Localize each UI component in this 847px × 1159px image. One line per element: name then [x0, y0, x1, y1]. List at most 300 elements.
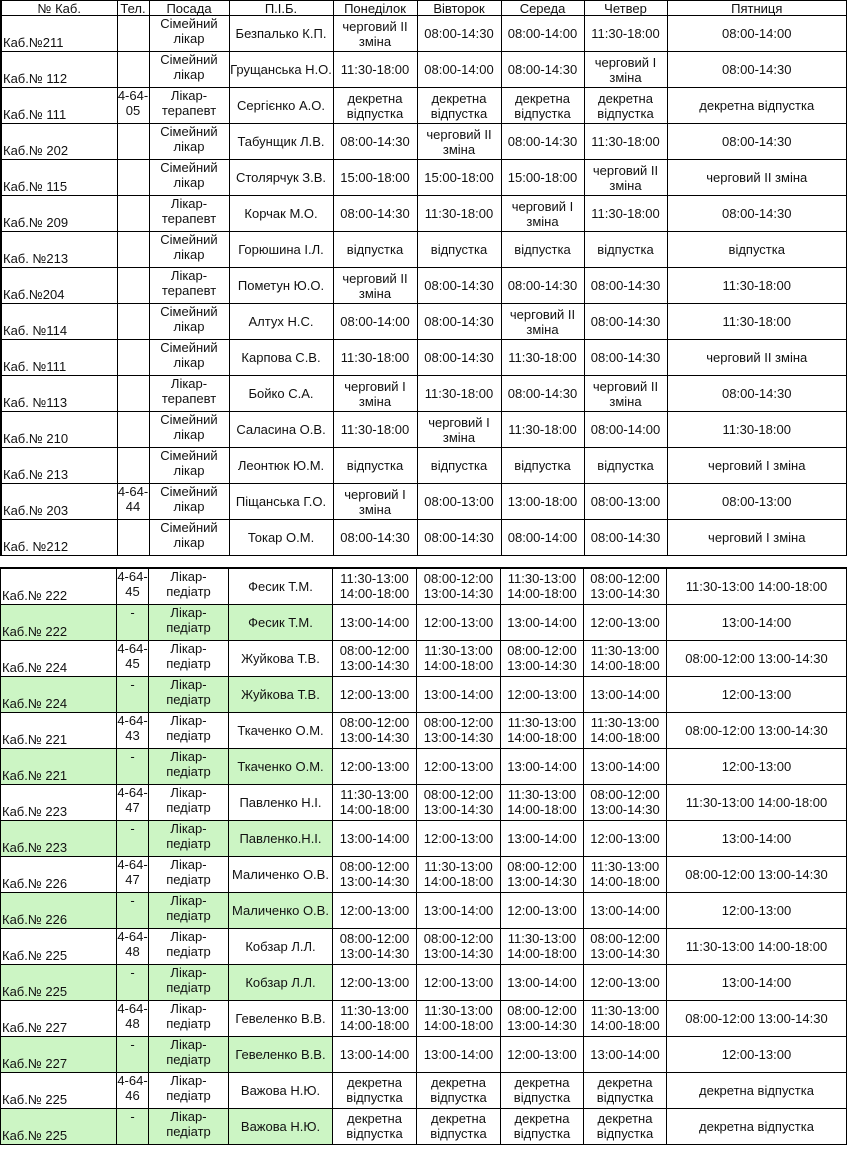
wednesday-cell: 11:30-13:00 14:00-18:00	[501, 784, 584, 820]
cabinet-cell: Каб.№204	[1, 268, 117, 304]
position-cell: Лікар-педіатр	[149, 1108, 229, 1144]
cabinet-cell: Каб.№ 226	[1, 892, 117, 928]
cabinet-cell: Каб. №113	[1, 376, 117, 412]
position-cell: Лікар-педіатр	[149, 784, 229, 820]
monday-cell: 13:00-14:00	[333, 604, 417, 640]
position-cell: Лікар-педіатр	[149, 820, 229, 856]
thursday-cell: 08:00-12:00 13:00-14:30	[584, 568, 667, 604]
wednesday-cell: декретна відпустка	[501, 1072, 584, 1108]
table-header-row	[1, 1, 847, 16]
doctor-name-cell: Гевеленко В.В.	[229, 1000, 333, 1036]
friday-cell: декретна відпустка	[667, 1108, 847, 1144]
tuesday-cell: відпустка	[417, 232, 501, 268]
position-cell: Сімейний лікар	[149, 52, 229, 88]
thursday-cell: 11:30-18:00	[584, 196, 667, 232]
phone-cell: 4-64-46	[117, 1072, 149, 1108]
table-row	[1, 484, 847, 520]
thursday-cell: черговий II зміна	[584, 160, 667, 196]
position-cell: Лікар-педіатр	[149, 892, 229, 928]
tuesday-cell: декретна відпустка	[417, 1072, 501, 1108]
wednesday-cell: черговий I зміна	[501, 196, 584, 232]
monday-cell: декретна відпустка	[333, 88, 417, 124]
position-cell: Сімейний лікар	[149, 484, 229, 520]
tuesday-cell: 08:00-14:30	[417, 304, 501, 340]
table-row	[1, 1108, 847, 1144]
friday-cell: 12:00-13:00	[667, 676, 847, 712]
doctor-name-cell: Піщанська Г.О.	[229, 484, 333, 520]
wednesday-cell: 08:00-12:00 13:00-14:30	[501, 640, 584, 676]
friday-cell: 08:00-14:30	[667, 376, 847, 412]
doctor-name-cell: Пометун Ю.О.	[229, 268, 333, 304]
tuesday-cell: 08:00-12:00 13:00-14:30	[417, 784, 501, 820]
header-monday: Понеділок	[333, 1, 417, 16]
phone-cell	[117, 232, 149, 268]
cabinet-cell: Каб.№ 115	[1, 160, 117, 196]
position-cell: Сімейний лікар	[149, 520, 229, 556]
header-tuesday: Вівторок	[417, 1, 501, 16]
friday-cell: 08:00-12:00 13:00-14:30	[667, 712, 847, 748]
monday-cell: 08:00-14:00	[333, 304, 417, 340]
phone-cell	[117, 304, 149, 340]
position-cell: Лікар-педіатр	[149, 712, 229, 748]
thursday-cell: 08:00-14:00	[584, 412, 667, 448]
thursday-cell: 11:30-13:00 14:00-18:00	[584, 712, 667, 748]
cabinet-cell: Каб.№ 225	[1, 964, 117, 1000]
doctor-name-cell: Столярчук З.В.	[229, 160, 333, 196]
friday-cell: 12:00-13:00	[667, 748, 847, 784]
thursday-cell: відпустка	[584, 232, 667, 268]
friday-cell: 13:00-14:00	[667, 604, 847, 640]
cabinet-cell: Каб.№ 225	[1, 1072, 117, 1108]
friday-cell: 08:00-14:30	[667, 196, 847, 232]
monday-cell: 08:00-12:00 13:00-14:30	[333, 712, 417, 748]
doctor-name-cell: Токар О.М.	[229, 520, 333, 556]
cabinet-cell: Каб.№ 111	[1, 88, 117, 124]
monday-cell: черговий I зміна	[333, 376, 417, 412]
thursday-cell: відпустка	[584, 448, 667, 484]
thursday-cell: 08:00-14:30	[584, 520, 667, 556]
wednesday-cell: 12:00-13:00	[501, 676, 584, 712]
position-cell: Сімейний лікар	[149, 232, 229, 268]
tuesday-cell: черговий I зміна	[417, 412, 501, 448]
friday-cell: черговий II зміна	[667, 340, 847, 376]
tuesday-cell: 08:00-14:30	[417, 268, 501, 304]
monday-cell: черговий II зміна	[333, 16, 417, 52]
thursday-cell: 13:00-14:00	[584, 676, 667, 712]
cabinet-cell: Каб.№ 221	[1, 712, 117, 748]
tuesday-cell: 08:00-14:00	[417, 52, 501, 88]
friday-cell: відпустка	[667, 232, 847, 268]
thursday-cell: 13:00-14:00	[584, 1036, 667, 1072]
cabinet-cell: Каб.№ 222	[1, 568, 117, 604]
doctor-name-cell: Бойко С.А.	[229, 376, 333, 412]
friday-cell: 08:00-14:30	[667, 52, 847, 88]
friday-cell: 08:00-12:00 13:00-14:30	[667, 1000, 847, 1036]
cabinet-cell: Каб.№ 225	[1, 928, 117, 964]
phone-cell: 4-64-48	[117, 1000, 149, 1036]
monday-cell: 08:00-14:30	[333, 124, 417, 160]
wednesday-cell: 12:00-13:00	[501, 1036, 584, 1072]
schedule-table-family-doctors	[0, 0, 847, 556]
thursday-cell: черговий I зміна	[584, 52, 667, 88]
monday-cell: 08:00-12:00 13:00-14:30	[333, 928, 417, 964]
header-wednesday: Середа	[501, 1, 584, 16]
wednesday-cell: 08:00-14:00	[501, 16, 584, 52]
tuesday-cell: декретна відпустка	[417, 88, 501, 124]
friday-cell: 08:00-12:00 13:00-14:30	[667, 856, 847, 892]
wednesday-cell: 12:00-13:00	[501, 892, 584, 928]
doctor-name-cell: Маличенко О.В.	[229, 856, 333, 892]
cabinet-cell: Каб.№ 221	[1, 748, 117, 784]
monday-cell: 11:30-13:00 14:00-18:00	[333, 1000, 417, 1036]
phone-cell	[117, 520, 149, 556]
doctor-name-cell: Алтух Н.С.	[229, 304, 333, 340]
position-cell: Лікар-педіатр	[149, 1036, 229, 1072]
friday-cell: декретна відпустка	[667, 88, 847, 124]
monday-cell: відпустка	[333, 232, 417, 268]
phone-cell	[117, 16, 149, 52]
doctor-name-cell: Важова Н.Ю.	[229, 1108, 333, 1144]
tuesday-cell: 13:00-14:00	[417, 1036, 501, 1072]
monday-cell: 08:00-14:30	[333, 520, 417, 556]
table-row	[1, 376, 847, 412]
phone-cell: 4-64-48	[117, 928, 149, 964]
wednesday-cell: 11:30-13:00 14:00-18:00	[501, 928, 584, 964]
position-cell: Лікар-педіатр	[149, 604, 229, 640]
table-row	[1, 928, 847, 964]
table-row	[1, 88, 847, 124]
wednesday-cell: 13:00-18:00	[501, 484, 584, 520]
phone-cell	[117, 52, 149, 88]
phone-cell: 4-64-45	[117, 568, 149, 604]
table-row	[1, 748, 847, 784]
position-cell: Сімейний лікар	[149, 340, 229, 376]
friday-cell: 11:30-13:00 14:00-18:00	[667, 784, 847, 820]
friday-cell: декретна відпустка	[667, 1072, 847, 1108]
position-cell: Лікар-терапевт	[149, 196, 229, 232]
cabinet-cell: Каб. №111	[1, 340, 117, 376]
table-row	[1, 568, 847, 604]
thursday-cell: 12:00-13:00	[584, 604, 667, 640]
tuesday-cell: 11:30-13:00 14:00-18:00	[417, 856, 501, 892]
position-cell: Лікар-педіатр	[149, 748, 229, 784]
table-row	[1, 448, 847, 484]
monday-cell: 11:30-13:00 14:00-18:00	[333, 568, 417, 604]
wednesday-cell: 08:00-12:00 13:00-14:30	[501, 856, 584, 892]
doctor-name-cell: Ткаченко О.М.	[229, 748, 333, 784]
phone-cell: 4-64-05	[117, 88, 149, 124]
cabinet-cell: Каб.№ 222	[1, 604, 117, 640]
doctor-name-cell: Карпова С.В.	[229, 340, 333, 376]
tuesday-cell: 13:00-14:00	[417, 676, 501, 712]
monday-cell: 12:00-13:00	[333, 892, 417, 928]
cabinet-cell: Каб.№ 226	[1, 856, 117, 892]
table-row	[1, 784, 847, 820]
thursday-cell: декретна відпустка	[584, 1108, 667, 1144]
table-row	[1, 520, 847, 556]
table-row	[1, 52, 847, 88]
position-cell: Лікар-педіатр	[149, 640, 229, 676]
table-row	[1, 124, 847, 160]
cabinet-cell: Каб. №114	[1, 304, 117, 340]
friday-cell: 13:00-14:00	[667, 820, 847, 856]
wednesday-cell: 11:30-18:00	[501, 340, 584, 376]
position-cell: Лікар-терапевт	[149, 376, 229, 412]
wednesday-cell: відпустка	[501, 232, 584, 268]
monday-cell: 13:00-14:00	[333, 820, 417, 856]
tuesday-cell: 08:00-12:00 13:00-14:30	[417, 928, 501, 964]
table-row	[1, 304, 847, 340]
position-cell: Лікар-терапевт	[149, 88, 229, 124]
tuesday-cell: 08:00-13:00	[417, 484, 501, 520]
header-cabinet: № Каб.	[1, 1, 117, 16]
thursday-cell: 11:30-13:00 14:00-18:00	[584, 640, 667, 676]
friday-cell: 12:00-13:00	[667, 1036, 847, 1072]
doctor-name-cell: Леонтюк Ю.М.	[229, 448, 333, 484]
table-row	[1, 196, 847, 232]
wednesday-cell: 11:30-18:00	[501, 412, 584, 448]
monday-cell: 12:00-13:00	[333, 676, 417, 712]
doctor-name-cell: Жуйкова Т.В.	[229, 640, 333, 676]
doctor-name-cell: Кобзар Л.Л.	[229, 964, 333, 1000]
monday-cell: 08:00-12:00 13:00-14:30	[333, 856, 417, 892]
cabinet-cell: Каб.№ 210	[1, 412, 117, 448]
tuesday-cell: 08:00-14:30	[417, 16, 501, 52]
table-row	[1, 340, 847, 376]
position-cell: Лікар-педіатр	[149, 676, 229, 712]
monday-cell: черговий II зміна	[333, 268, 417, 304]
wednesday-cell: 08:00-14:30	[501, 124, 584, 160]
doctor-name-cell: Грущанська Н.О.	[229, 52, 333, 88]
cabinet-cell: Каб.№ 202	[1, 124, 117, 160]
phone-cell	[117, 268, 149, 304]
wednesday-cell: 08:00-14:30	[501, 268, 584, 304]
cabinet-cell: Каб.№ 223	[1, 784, 117, 820]
cabinet-cell: Каб. №213	[1, 232, 117, 268]
doctor-name-cell: Ткаченко О.М.	[229, 712, 333, 748]
phone-cell	[117, 448, 149, 484]
position-cell: Лікар-терапевт	[149, 268, 229, 304]
thursday-cell: 12:00-13:00	[584, 820, 667, 856]
phone-cell: -	[117, 892, 149, 928]
monday-cell: 08:00-14:30	[333, 196, 417, 232]
thursday-cell: 13:00-14:00	[584, 748, 667, 784]
table-row	[1, 964, 847, 1000]
doctor-name-cell: Павленко Н.І.	[229, 784, 333, 820]
monday-cell: 12:00-13:00	[333, 964, 417, 1000]
phone-cell: -	[117, 604, 149, 640]
phone-cell: -	[117, 1036, 149, 1072]
monday-cell: 12:00-13:00	[333, 748, 417, 784]
position-cell: Сімейний лікар	[149, 448, 229, 484]
schedule-table-pediatricians	[0, 567, 847, 1145]
friday-cell: 08:00-14:30	[667, 124, 847, 160]
position-cell: Лікар-педіатр	[149, 568, 229, 604]
wednesday-cell: 15:00-18:00	[501, 160, 584, 196]
thursday-cell: 08:00-13:00	[584, 484, 667, 520]
monday-cell: 11:30-18:00	[333, 52, 417, 88]
tuesday-cell: 11:30-13:00 14:00-18:00	[417, 1000, 501, 1036]
phone-cell: 4-64-44	[117, 484, 149, 520]
table-row	[1, 160, 847, 196]
monday-cell: черговий I зміна	[333, 484, 417, 520]
friday-cell: 08:00-13:00	[667, 484, 847, 520]
phone-cell: -	[117, 820, 149, 856]
doctor-name-cell: Важова Н.Ю.	[229, 1072, 333, 1108]
position-cell: Лікар-педіатр	[149, 964, 229, 1000]
cabinet-cell: Каб.№211	[1, 16, 117, 52]
table-row	[1, 856, 847, 892]
monday-cell: 13:00-14:00	[333, 1036, 417, 1072]
tuesday-cell: 13:00-14:00	[417, 892, 501, 928]
thursday-cell: 11:30-13:00 14:00-18:00	[584, 1000, 667, 1036]
wednesday-cell: відпустка	[501, 448, 584, 484]
friday-cell: 08:00-14:00	[667, 16, 847, 52]
wednesday-cell: 13:00-14:00	[501, 964, 584, 1000]
cabinet-cell: Каб.№ 224	[1, 640, 117, 676]
phone-cell: -	[117, 748, 149, 784]
doctor-name-cell: Кобзар Л.Л.	[229, 928, 333, 964]
doctor-name-cell: Жуйкова Т.В.	[229, 676, 333, 712]
thursday-cell: 08:00-12:00 13:00-14:30	[584, 784, 667, 820]
friday-cell: 13:00-14:00	[667, 964, 847, 1000]
table-row	[1, 712, 847, 748]
wednesday-cell: черговий II зміна	[501, 304, 584, 340]
friday-cell: 11:30-18:00	[667, 268, 847, 304]
phone-cell	[117, 412, 149, 448]
position-cell: Сімейний лікар	[149, 412, 229, 448]
wednesday-cell: 08:00-14:30	[501, 376, 584, 412]
thursday-cell: декретна відпустка	[584, 88, 667, 124]
wednesday-cell: 08:00-12:00 13:00-14:30	[501, 1000, 584, 1036]
cabinet-cell: Каб. №212	[1, 520, 117, 556]
header-friday: Пятниця	[667, 1, 847, 16]
cabinet-cell: Каб.№ 213	[1, 448, 117, 484]
position-cell: Лікар-педіатр	[149, 928, 229, 964]
tuesday-cell: відпустка	[417, 448, 501, 484]
doctor-name-cell: Корчак М.О.	[229, 196, 333, 232]
table-row	[1, 232, 847, 268]
wednesday-cell: 13:00-14:00	[501, 820, 584, 856]
phone-cell: -	[117, 1108, 149, 1144]
cabinet-cell: Каб.№ 224	[1, 676, 117, 712]
position-cell: Сімейний лікар	[149, 160, 229, 196]
position-cell: Сімейний лікар	[149, 304, 229, 340]
table-row	[1, 1036, 847, 1072]
thursday-cell: 12:00-13:00	[584, 964, 667, 1000]
position-cell: Сімейний лікар	[149, 16, 229, 52]
phone-cell	[117, 160, 149, 196]
tuesday-cell: декретна відпустка	[417, 1108, 501, 1144]
tuesday-cell: 08:00-14:30	[417, 520, 501, 556]
tuesday-cell: 15:00-18:00	[417, 160, 501, 196]
cabinet-cell: Каб.№ 203	[1, 484, 117, 520]
cabinet-cell: Каб.№ 227	[1, 1036, 117, 1072]
wednesday-cell: 08:00-14:00	[501, 520, 584, 556]
tuesday-cell: 12:00-13:00	[417, 748, 501, 784]
table-row	[1, 1072, 847, 1108]
cabinet-cell: Каб.№ 225	[1, 1108, 117, 1144]
tuesday-cell: 12:00-13:00	[417, 604, 501, 640]
wednesday-cell: 13:00-14:00	[501, 604, 584, 640]
doctor-name-cell: Безпалько К.П.	[229, 16, 333, 52]
header-full-name: П.І.Б.	[229, 1, 333, 16]
doctor-name-cell: Саласина О.В.	[229, 412, 333, 448]
doctor-name-cell: Горюшина І.Л.	[229, 232, 333, 268]
wednesday-cell: 13:00-14:00	[501, 748, 584, 784]
monday-cell: відпустка	[333, 448, 417, 484]
cabinet-cell: Каб.№ 227	[1, 1000, 117, 1036]
doctor-name-cell: Фесик Т.М.	[229, 604, 333, 640]
cabinet-cell: Каб.№ 209	[1, 196, 117, 232]
cabinet-cell: Каб.№ 112	[1, 52, 117, 88]
tuesday-cell: 11:30-13:00 14:00-18:00	[417, 640, 501, 676]
table-row	[1, 820, 847, 856]
position-cell: Сімейний лікар	[149, 124, 229, 160]
phone-cell	[117, 376, 149, 412]
header-phone: Тел.	[117, 1, 149, 16]
doctor-name-cell: Гевеленко В.В.	[229, 1036, 333, 1072]
phone-cell: 4-64-43	[117, 712, 149, 748]
doctor-name-cell: Павленко.Н.І.	[229, 820, 333, 856]
monday-cell: 11:30-13:00 14:00-18:00	[333, 784, 417, 820]
friday-cell: 11:30-18:00	[667, 412, 847, 448]
thursday-cell: 11:30-18:00	[584, 16, 667, 52]
thursday-cell: 11:30-13:00 14:00-18:00	[584, 856, 667, 892]
tuesday-cell: 12:00-13:00	[417, 820, 501, 856]
position-cell: Лікар-педіатр	[149, 1072, 229, 1108]
wednesday-cell: декретна відпустка	[501, 88, 584, 124]
tuesday-cell: 12:00-13:00	[417, 964, 501, 1000]
monday-cell: 11:30-18:00	[333, 340, 417, 376]
thursday-cell: 13:00-14:00	[584, 892, 667, 928]
phone-cell: 4-64-47	[117, 856, 149, 892]
monday-cell: декретна відпустка	[333, 1072, 417, 1108]
friday-cell: 11:30-13:00 14:00-18:00	[667, 928, 847, 964]
tuesday-cell: 11:30-18:00	[417, 376, 501, 412]
friday-cell: черговий I зміна	[667, 448, 847, 484]
tuesday-cell: 08:00-14:30	[417, 340, 501, 376]
monday-cell: 11:30-18:00	[333, 412, 417, 448]
thursday-cell: 08:00-12:00 13:00-14:30	[584, 928, 667, 964]
friday-cell: 11:30-13:00 14:00-18:00	[667, 568, 847, 604]
position-cell: Лікар-педіатр	[149, 1000, 229, 1036]
doctor-name-cell: Сергієнко А.О.	[229, 88, 333, 124]
doctor-name-cell: Табунщик Л.В.	[229, 124, 333, 160]
phone-cell: 4-64-47	[117, 784, 149, 820]
friday-cell: 11:30-18:00	[667, 304, 847, 340]
friday-cell: черговий I зміна	[667, 520, 847, 556]
wednesday-cell: 11:30-13:00 14:00-18:00	[501, 568, 584, 604]
table-row	[1, 676, 847, 712]
phone-cell: -	[117, 676, 149, 712]
friday-cell: 08:00-12:00 13:00-14:30	[667, 640, 847, 676]
monday-cell: 15:00-18:00	[333, 160, 417, 196]
thursday-cell: 08:00-14:30	[584, 268, 667, 304]
table-row	[1, 640, 847, 676]
friday-cell: 12:00-13:00	[667, 892, 847, 928]
wednesday-cell: 11:30-13:00 14:00-18:00	[501, 712, 584, 748]
phone-cell	[117, 196, 149, 232]
header-position: Посада	[149, 1, 229, 16]
doctor-name-cell: Маличенко О.В.	[229, 892, 333, 928]
thursday-cell: 08:00-14:30	[584, 340, 667, 376]
phone-cell	[117, 124, 149, 160]
thursday-cell: декретна відпустка	[584, 1072, 667, 1108]
phone-cell	[117, 340, 149, 376]
tuesday-cell: черговий II зміна	[417, 124, 501, 160]
thursday-cell: черговий II зміна	[584, 376, 667, 412]
